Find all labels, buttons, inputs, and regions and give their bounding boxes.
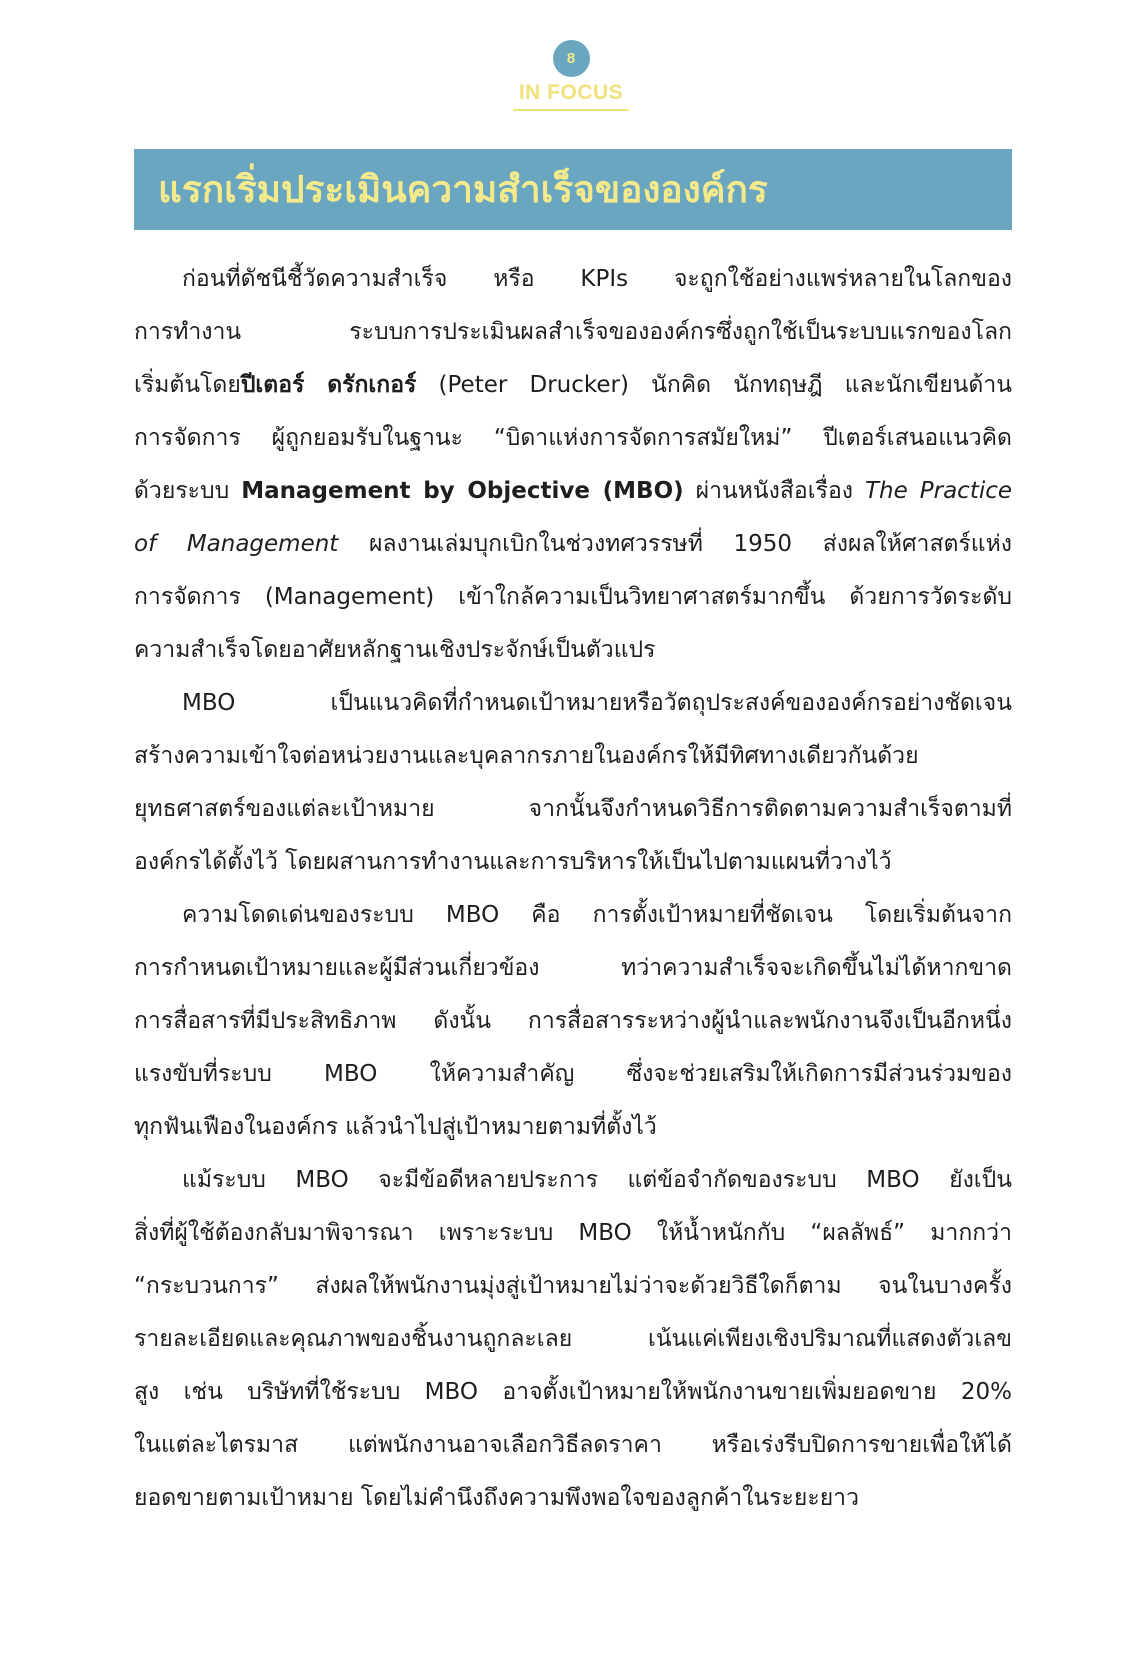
paragraph-1 <box>134 253 1012 677</box>
text-run: ด้วยระบบ <box>134 478 242 504</box>
text-line: แรงขับที่ระบบ MBO ให้ความสำคัญ ซึ่งจะช่วยเสริมให้เกิดการมีส่วนร่วมของ <box>134 1061 1012 1087</box>
paragraph-3 <box>134 889 1012 1154</box>
text-line: สร้างความเข้าใจต่อหน่วยงานและบุคลากรภายในองค์กรให้มีทิศทางเดียวกันด้วย <box>134 743 919 769</box>
text-run: ผลงานเล่มบุกเบิกในช่วงทศวรรษที่ 1950 ส่งผลให้ศาสตร์แห่ง <box>338 531 1012 557</box>
text-line: แม้ระบบ MBO จะมีข้อดีหลายประการ แต่ข้อจำกัดของระบบ MBO ยังเป็น <box>182 1167 1012 1193</box>
text-line: รายละเอียดและคุณภาพของชิ้นงานถูกละเลย เน้นแค่เพียงเชิงปริมาณที่แสดงตัวเลข <box>134 1326 1012 1352</box>
title-banner <box>134 149 1012 230</box>
text-line: สิ่งที่ผู้ใช้ต้องกลับมาพิจารณา เพราะระบบ MBO ให้น้ำหนักกับ “ผลลัพธ์” มากกว่า <box>134 1220 1012 1246</box>
text-line: ความโดดเด่นของระบบ MBO คือ การตั้งเป้าหมายที่ชัดเจน โดยเริ่มต้นจาก <box>182 902 1012 928</box>
text-run: (Peter Drucker) นักคิด นักทฤษฎี และนักเขียนด้าน <box>416 372 1012 398</box>
mbo-term-bold: Management by Objective (MBO) <box>241 478 684 504</box>
text-line: ความสำเร็จโดยอาศัยหลักฐานเชิงประจักษ์เป็นตัวแปร <box>134 637 656 663</box>
text-line <box>134 465 1012 518</box>
page-number-badge: 8 <box>553 40 590 77</box>
text-line: การจัดการ (Management) เข้าใกล้ความเป็นวิทยาศาสตร์มากขึ้น ด้วยการวัดระดับ <box>134 584 1012 610</box>
article-title: แรกเริ่มประเมินความสำเร็จขององค์กร <box>158 168 768 211</box>
section-label: IN FOCUS <box>513 81 629 111</box>
text-line <box>134 359 1012 412</box>
text-run: ผ่านหนังสือเรื่อง <box>683 478 865 504</box>
text-line <box>134 518 1012 571</box>
text-line: ในแต่ละไตรมาส แต่พนักงานอาจเลือกวิธีลดราคา หรือเร่งรีบปิดการขายเพื่อให้ได้ <box>134 1432 1012 1458</box>
text-line: การสื่อสารที่มีประสิทธิภาพ ดังนั้น การสื่อสารระหว่างผู้นำและพนักงานจึงเป็นอีกหนึ่ง <box>134 1008 1012 1034</box>
text-line: “กระบวนการ” ส่งผลให้พนักงานมุ่งสู่เป้าหมายไม่ว่าจะด้วยวิธีใดก็ตาม จนในบางครั้ง <box>134 1273 1012 1299</box>
text-line: MBO เป็นแนวคิดที่กำหนดเป้าหมายหรือวัตถุประสงค์ขององค์กรอย่างชัดเจน <box>182 690 1012 716</box>
text-line: ทุกฟันเฟืองในองค์กร แล้วนำไปสู่เป้าหมายตามที่ตั้งไว้ <box>134 1114 657 1140</box>
text-line: ยุทธศาสตร์ของแต่ละเป้าหมาย จากนั้นจึงกำหนดวิธีการติดตามความสำเร็จตามที่ <box>134 796 1012 822</box>
person-name-bold: ปีเตอร์ ดรักเกอร์ <box>240 372 417 398</box>
text-line: ยอดขายตามเป้าหมาย โดยไม่คำนึงถึงความพึงพอใจของลูกค้าในระยะยาว <box>134 1485 859 1511</box>
book-title-italic: The Practice <box>864 478 1012 504</box>
paragraph-4 <box>134 1154 1012 1525</box>
article-body <box>134 253 1012 1525</box>
text-line: ก่อนที่ดัชนีชี้วัดความสำเร็จ หรือ KPIs จะถูกใช้อย่างแพร่หลายในโลกของ <box>182 266 1012 292</box>
text-line: สูง เช่น บริษัทที่ใช้ระบบ MBO อาจตั้งเป้าหมายให้พนักงานขายเพิ่มยอดขาย 20% <box>134 1379 1012 1405</box>
text-run: เริ่มต้นโดย <box>134 372 241 398</box>
text-line: องค์กรได้ตั้งไว้ โดยผสานการทำงานและการบริหารให้เป็นไปตามแผนที่วางไว้ <box>134 849 892 875</box>
text-line: การจัดการ ผู้ถูกยอมรับในฐานะ “บิดาแห่งการจัดการสมัยใหม่” ปีเตอร์เสนอแนวคิด <box>134 425 1012 451</box>
text-line: การกำหนดเป้าหมายและผู้มีส่วนเกี่ยวข้อง ทว่าความสำเร็จจะเกิดขึ้นไม่ได้หากขาด <box>134 955 1012 981</box>
page-header <box>0 40 1142 111</box>
text-line: การทำงาน ระบบการประเมินผลสำเร็จขององค์กรซึ่งถูกใช้เป็นระบบแรกของโลก <box>134 319 1012 345</box>
paragraph-2 <box>134 677 1012 889</box>
book-title-italic: of Management <box>134 531 339 557</box>
